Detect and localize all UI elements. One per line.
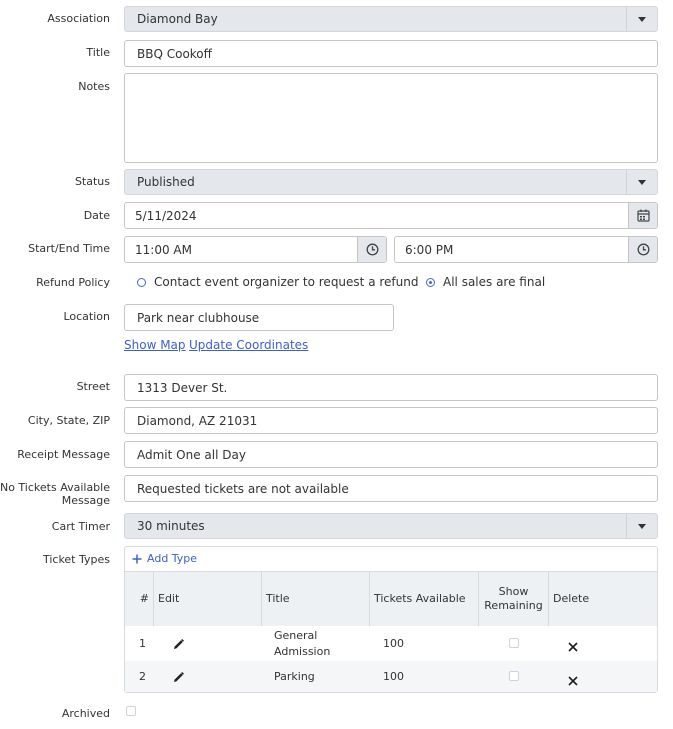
update-coordinates-link[interactable]: Update Coordinates xyxy=(189,338,309,352)
add-type-label: Add Type xyxy=(147,552,198,565)
table-row xyxy=(125,626,657,661)
end-time-value: 6:00 PM xyxy=(405,242,454,257)
col-title-header: Title xyxy=(262,572,370,626)
date-label: Date xyxy=(83,209,110,222)
no-tickets-label-line1: No Tickets Available xyxy=(0,481,110,494)
refund-contact-radio[interactable] xyxy=(137,278,146,287)
title-label: Title xyxy=(86,46,110,59)
pencil-icon[interactable] xyxy=(172,636,185,655)
show-remaining-checkbox[interactable] xyxy=(509,638,519,648)
receipt-message-value: Admit One all Day xyxy=(137,447,246,462)
row-available: 100 xyxy=(383,637,404,650)
col-show-line1: Show xyxy=(498,585,529,598)
city-state-zip-label: City, State, ZIP xyxy=(27,414,110,427)
start-time-value: 11:00 AM xyxy=(135,242,192,257)
cart-timer-label: Cart Timer xyxy=(51,520,110,533)
col-show-line2: Remaining xyxy=(484,599,543,612)
title-input[interactable] xyxy=(124,40,658,67)
archived-checkbox[interactable] xyxy=(126,706,136,716)
row-title-line1: Parking xyxy=(274,670,315,683)
date-input[interactable] xyxy=(124,202,658,229)
show-map-link[interactable]: Show Map xyxy=(124,338,186,352)
chevron-down-icon[interactable] xyxy=(626,170,657,194)
notes-textarea[interactable] xyxy=(124,73,658,163)
refund-final-radio[interactable] xyxy=(426,278,435,287)
close-icon[interactable] xyxy=(568,637,578,656)
ticket-types-header xyxy=(125,571,657,627)
receipt-message-label: Receipt Message xyxy=(17,448,110,461)
col-delete-header: Delete xyxy=(553,592,590,605)
clock-icon[interactable] xyxy=(628,237,657,262)
location-value: Park near clubhouse xyxy=(137,310,260,325)
chevron-down-icon[interactable] xyxy=(626,7,657,31)
refund-policy-label: Refund Policy xyxy=(36,276,110,289)
col-available-header: Tickets Available xyxy=(370,572,479,626)
cart-timer-value: 30 minutes xyxy=(137,519,205,533)
calendar-icon[interactable] xyxy=(628,203,657,228)
cart-timer-select[interactable] xyxy=(124,513,658,539)
start-time-input[interactable] xyxy=(124,236,387,263)
show-remaining-checkbox[interactable] xyxy=(509,671,519,681)
receipt-message-input[interactable] xyxy=(124,441,658,468)
col-edit-header: Edit xyxy=(154,572,262,626)
row-num: 2 xyxy=(139,670,146,683)
col-show-remaining-header xyxy=(479,572,549,626)
association-select[interactable] xyxy=(124,6,658,32)
add-type-button[interactable] xyxy=(132,552,197,565)
ticket-types-grid xyxy=(124,546,658,693)
row-title-line2: Admission xyxy=(274,645,331,658)
location-label: Location xyxy=(63,310,110,323)
status-label: Status xyxy=(74,175,110,188)
table-row xyxy=(125,661,657,692)
refund-final-label[interactable]: All sales are final xyxy=(443,275,546,289)
chevron-down-icon[interactable] xyxy=(626,514,657,538)
ticket-types-label: Ticket Types xyxy=(42,553,110,566)
no-tickets-label-line2: Message xyxy=(61,494,110,507)
city-state-zip-value: Diamond, AZ 21031 xyxy=(137,413,258,428)
status-select[interactable] xyxy=(124,169,658,195)
pencil-icon[interactable] xyxy=(172,669,185,688)
row-available: 100 xyxy=(383,670,404,683)
association-label: Association xyxy=(47,12,110,25)
date-value: 5/11/2024 xyxy=(135,208,197,223)
no-tickets-message-value: Requested tickets are not available xyxy=(137,481,349,496)
clock-icon[interactable] xyxy=(357,237,386,262)
row-num: 1 xyxy=(139,637,146,650)
street-label: Street xyxy=(76,380,110,393)
end-time-input[interactable] xyxy=(394,236,658,263)
start-end-time-label: Start/End Time xyxy=(28,242,110,255)
archived-label: Archived xyxy=(61,707,110,720)
city-state-zip-input[interactable] xyxy=(124,407,658,434)
no-tickets-message-input[interactable] xyxy=(124,475,658,502)
notes-label: Notes xyxy=(78,80,110,93)
street-input[interactable] xyxy=(124,374,658,401)
close-icon[interactable] xyxy=(568,671,578,690)
title-value: BBQ Cookoff xyxy=(137,46,212,61)
row-title-line1: General xyxy=(274,629,318,642)
location-input[interactable] xyxy=(124,304,394,331)
status-value: Published xyxy=(137,175,195,189)
col-num-header: # xyxy=(125,572,154,626)
association-value: Diamond Bay xyxy=(137,12,218,26)
street-value: 1313 Dever St. xyxy=(137,380,228,395)
plus-icon xyxy=(132,554,142,564)
refund-contact-label[interactable]: Contact event organizer to request a refund xyxy=(154,275,419,289)
